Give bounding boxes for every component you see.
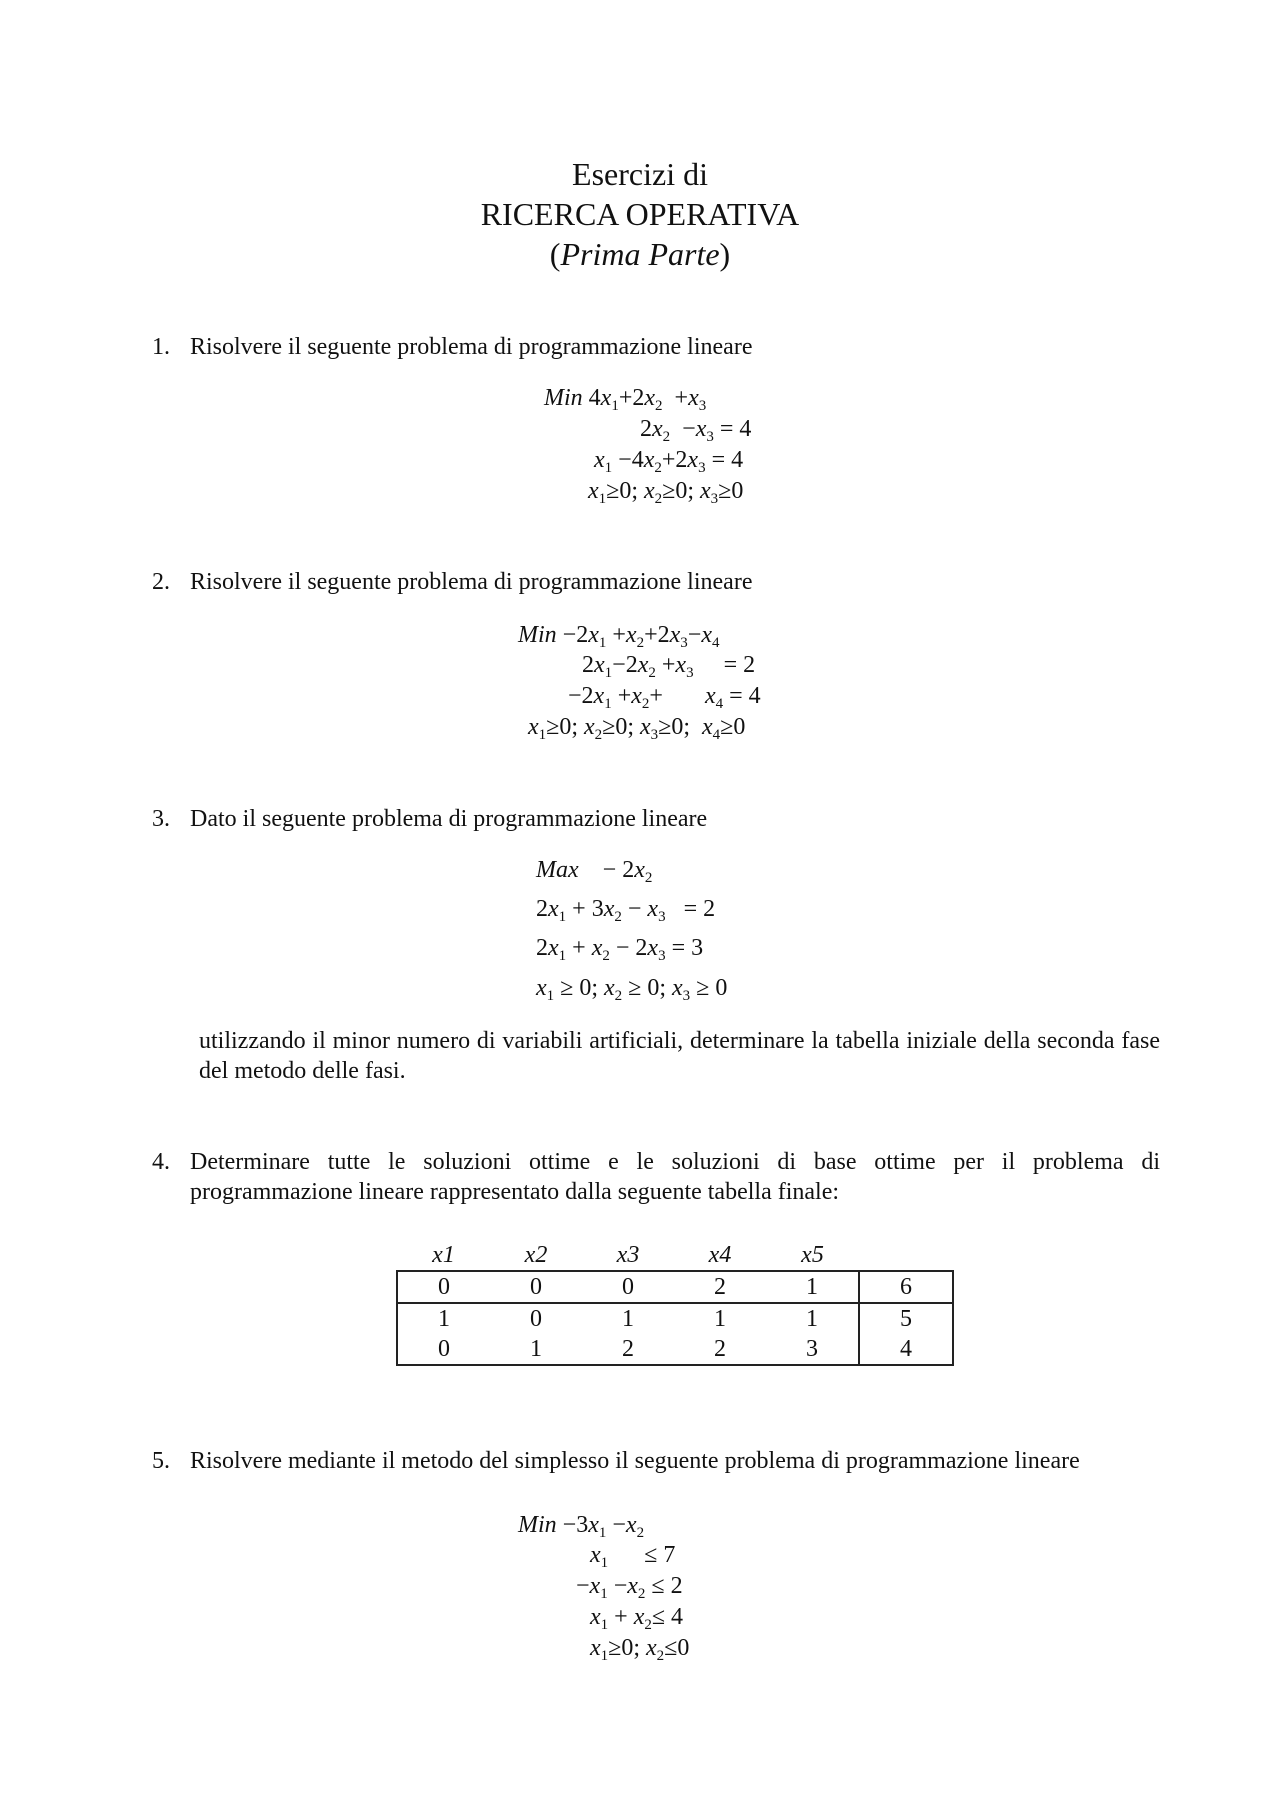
exercise-3-note: utilizzando il minor numero di variabili artificiali, determinare la tabella iniziale della seconda fase del metodo delle fasi. <box>199 1028 1160 1084</box>
tableau-cell: 1 <box>806 1305 818 1332</box>
tableau-cell: 1 <box>397 1303 490 1334</box>
ex1-sign-constraints: $x_1\ge 0$; $x_2\ge 0$; $x_3\ge 0$ <box>588 478 744 507</box>
ex1-constraint-2: $x_1 -4x_2+2x_3 = 4$ <box>594 447 744 476</box>
exercise-5-number: 5. <box>152 1448 170 1474</box>
ex5-constraint-2: $-x_1 -x_2 \le 2$ <box>576 1573 683 1602</box>
tableau-cell: 1 <box>714 1305 726 1332</box>
subtitle-italic: Prima Parte <box>560 236 720 272</box>
ex3-constraint-1: $2x_1 + 3x_2 - x_3 = 2$ <box>536 896 716 925</box>
tableau-cell-rhs: 6 <box>859 1271 953 1303</box>
ex3-objective: Max − $2x_2$ <box>536 857 653 886</box>
exercise-3-text: Dato il seguente problema di programmazione lineare <box>190 806 708 832</box>
ex2-sign-constraints: $x_1\ge 0$; $x_2\ge 0$; $x_3\ge 0$; $x_4\ge 0$ <box>528 714 746 743</box>
exercise-2-number: 2. <box>152 569 170 595</box>
tableau-header: x5 <box>801 1241 824 1268</box>
ex5-sign-constraints: $x_1\ge 0$; $x_2\le 0$ <box>590 1635 690 1664</box>
page-title-line-2: RICERCA OPERATIVA <box>480 196 800 232</box>
tableau-cell-rhs: 4 <box>859 1334 953 1365</box>
tableau-header-row <box>397 1240 953 1271</box>
tableau-header: x4 <box>708 1241 732 1268</box>
tableau-cell: 2 <box>674 1334 766 1365</box>
tableau-cell: 2 <box>674 1271 766 1303</box>
tableau-cell: 0 <box>397 1334 490 1365</box>
tableau-header: x3 <box>616 1241 640 1268</box>
exercise-2-text: Risolvere il seguente problema di programmazione lineare <box>190 569 753 595</box>
ex5-objective: Min $-3x_1 -x_2$ <box>518 1512 645 1541</box>
ex3-sign-constraints: $x_1 \ge 0$; $x_2 \ge 0$; $x_3 \ge 0$ <box>536 975 728 1004</box>
exercise-1-text: Risolvere il seguente problema di programmazione lineare <box>190 334 753 360</box>
tableau-header: x2 <box>524 1241 548 1268</box>
exercise-3-prompt <box>152 804 707 834</box>
tableau-row <box>397 1303 953 1334</box>
ex2-constraint-2: $-2x_1 +x_2+$ $x_4 = 4$ <box>568 683 761 712</box>
tableau-cell: 3 <box>766 1334 859 1365</box>
ex5-constraint-1: $x_1$ ≤ 7 <box>590 1542 676 1571</box>
exercise-1-prompt <box>152 332 752 362</box>
exercise-4-number: 4. <box>152 1149 170 1175</box>
tableau-cell: 1 <box>490 1334 582 1365</box>
exercise-4-text: Determinare tutte le soluzioni ottime e le soluzioni di base ottime per il problema di programmazione lineare rappresentato dalla seguente tabella finale: <box>190 1149 1160 1205</box>
page-title-line-1: Esercizi di <box>572 156 708 192</box>
tableau-cell: 1 <box>766 1271 859 1303</box>
ex2-objective: Min $-2x_1 +x_2+2x_3-x_4$ <box>518 622 720 651</box>
tableau-cell: 1 <box>622 1305 634 1332</box>
tableau-cell: 2 <box>582 1334 674 1365</box>
tableau-header-rhs <box>859 1240 953 1271</box>
tableau-row <box>397 1334 953 1365</box>
exercise-5-text: Risolvere mediante il metodo del simplesso il seguente problema di programmazione lineare <box>190 1448 1080 1474</box>
ex2-constraint-1: $2x_1-2x_2 +x_3$ = 2 <box>582 652 756 681</box>
tableau-cell: 0 <box>490 1271 582 1303</box>
ex1-objective: Min $4x_1+2x_2 +x_3$ <box>544 385 707 414</box>
tableau-cell-rhs: 5 <box>859 1303 953 1334</box>
exercise-5-prompt <box>152 1446 1080 1476</box>
tableau-header: x1 <box>432 1241 455 1268</box>
ex1-constraint-1: $2x_2 -x_3 = 4$ <box>640 416 752 445</box>
tableau-row <box>397 1271 953 1303</box>
final-tableau <box>396 1240 954 1366</box>
tableau-cell: 0 <box>397 1271 490 1303</box>
exercise-2-prompt <box>152 567 752 597</box>
page-subtitle: (Prima Parte) <box>549 236 731 272</box>
exercise-1-number: 1. <box>152 334 170 360</box>
ex5-constraint-3: $x_1 + x_2\le 4$ <box>590 1604 684 1633</box>
ex3-constraint-2: $2x_1 + x_2 - 2x_3 = 3$ <box>536 935 704 964</box>
tableau-cell: 0 <box>530 1305 542 1332</box>
exercise-3-number: 3. <box>152 806 170 832</box>
tableau-cell: 0 <box>582 1271 674 1303</box>
